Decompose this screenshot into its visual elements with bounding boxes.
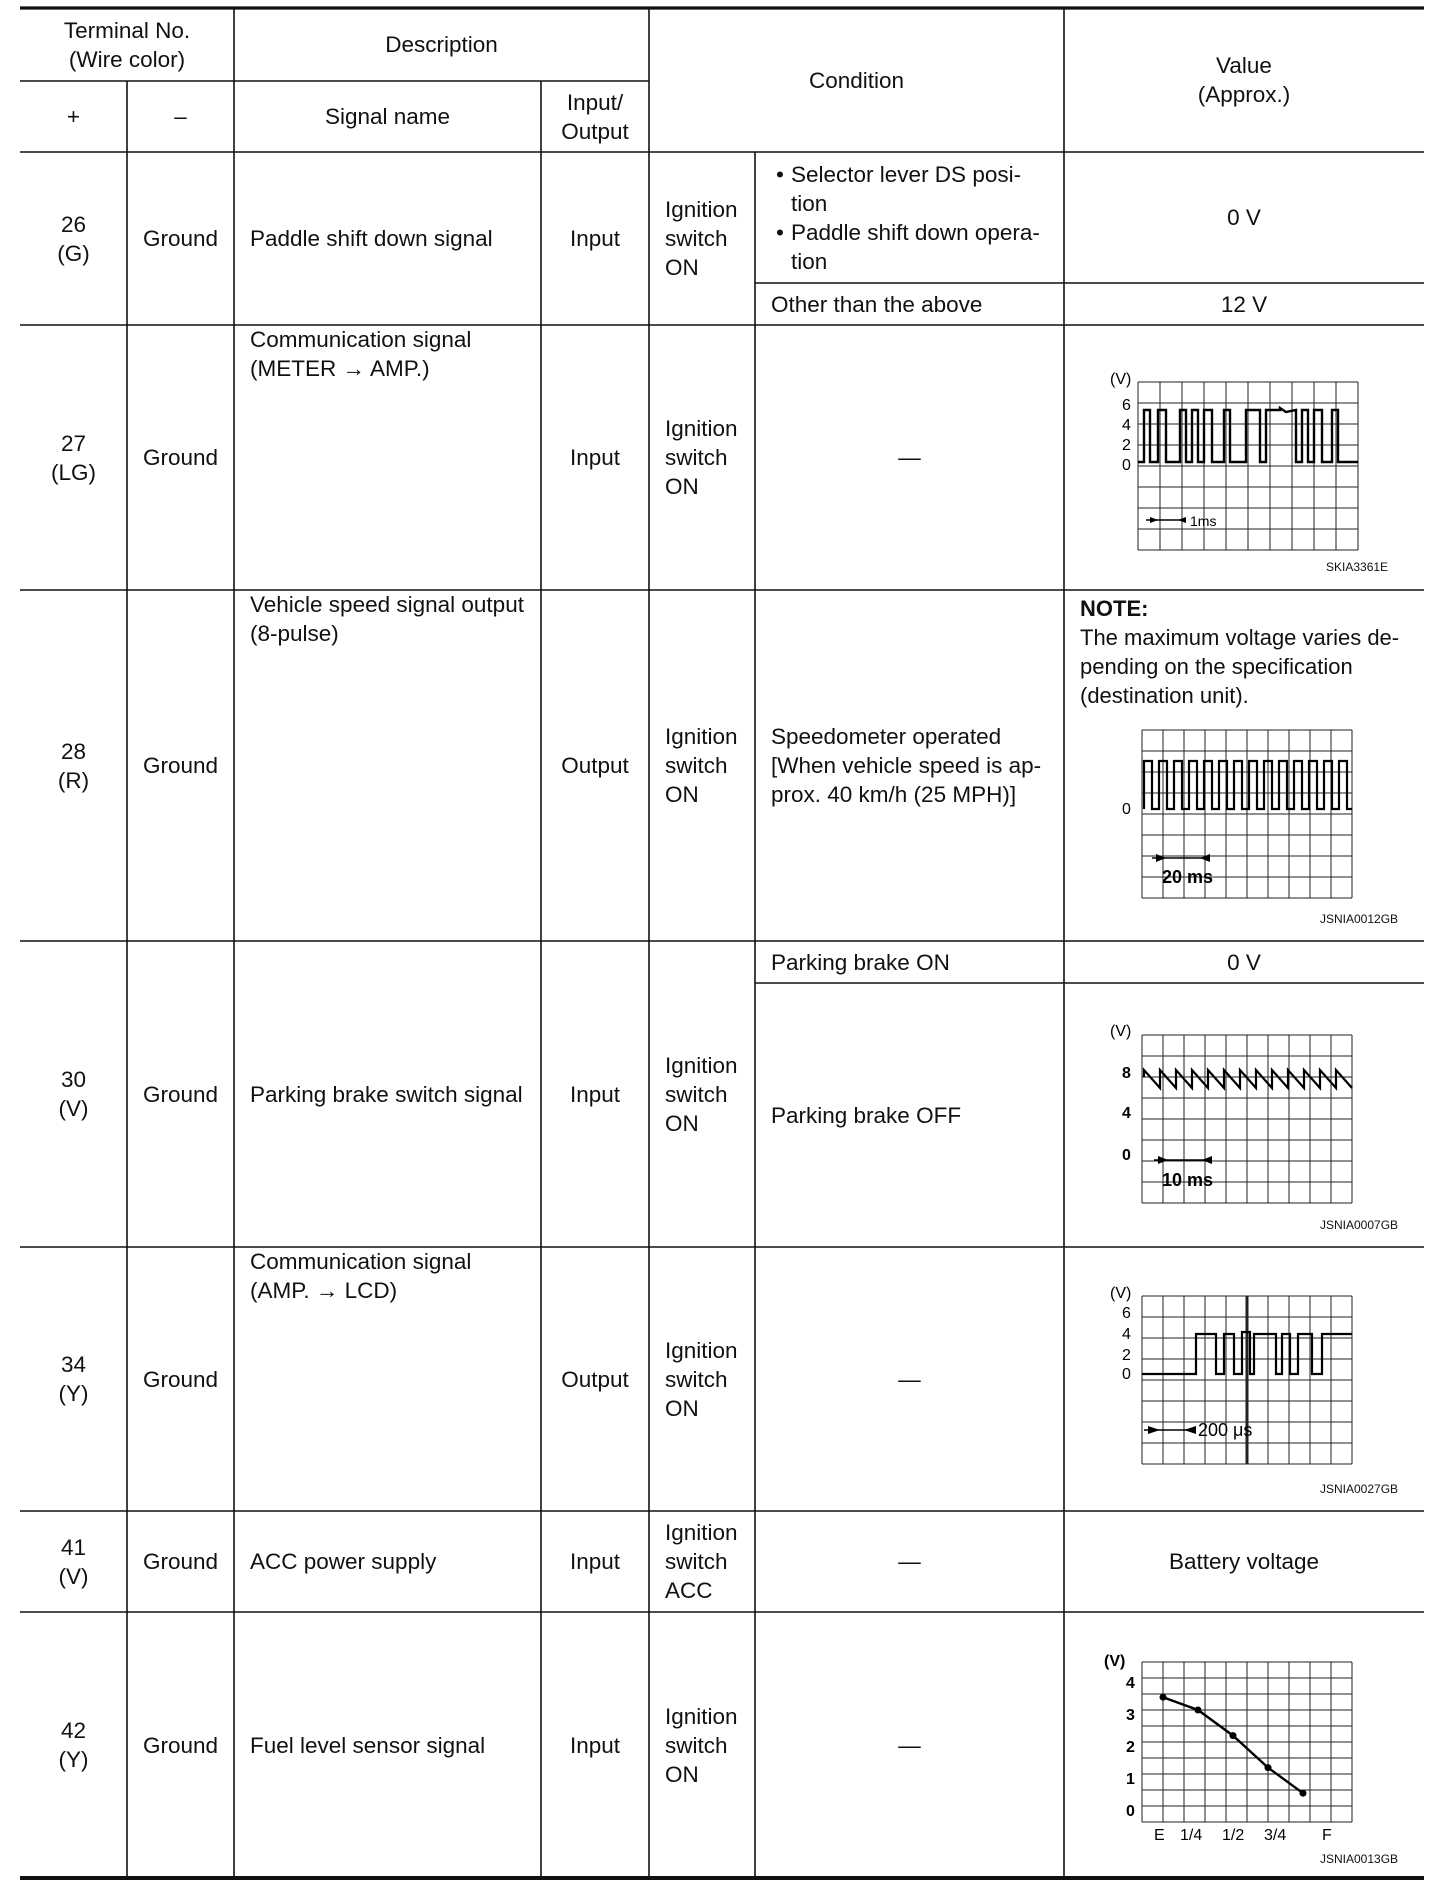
note-title: NOTE: — [1080, 596, 1149, 621]
ignition-line: ACC — [665, 1578, 713, 1603]
y-tick-label: 6 — [1122, 1305, 1131, 1322]
header-value-label-1: Value — [1216, 53, 1272, 78]
time-scale-label: 10 ms — [1162, 1170, 1214, 1190]
ignition-cell — [649, 1612, 755, 1878]
y-tick-label: 0 — [1126, 1803, 1135, 1820]
y-tick-label: 4 — [1126, 1675, 1135, 1692]
ignition-line: switch — [665, 1732, 728, 1758]
fuel-level-point — [1230, 1732, 1237, 1739]
waveform-speed-pulse — [1100, 725, 1400, 905]
signal-name: ACC power supply — [250, 1549, 437, 1574]
io-cell: Output — [561, 1366, 629, 1392]
figure-code: JSNIA0013GB — [1320, 1852, 1399, 1866]
table-row-42-terminal — [20, 1612, 127, 1878]
signal-name: Parking brake switch signal — [250, 1081, 523, 1107]
note-text: (destination unit). — [1080, 683, 1249, 708]
wire-color: (R) — [57, 767, 90, 793]
header-io — [541, 81, 649, 152]
y-tick-label: 0 — [1122, 1147, 1131, 1164]
table-row-30-terminal — [20, 941, 127, 1247]
y-tick-label: 2 — [1122, 437, 1131, 454]
y-unit-label: (V) — [1110, 1285, 1132, 1302]
header-value-label-2: (Approx.) — [1197, 82, 1291, 107]
table-row-34-terminal — [20, 1247, 127, 1511]
condition-text: prox. 40 km/h (25 MPH)] — [771, 782, 1017, 807]
value-cell: Battery voltage — [1168, 1549, 1320, 1574]
header-io-label-2: Output — [561, 118, 629, 144]
condition-cell: Other than the above — [771, 291, 983, 317]
header-io-label-1: Input/ — [566, 89, 624, 115]
x-tick-label: F — [1322, 1827, 1332, 1840]
ignition-cell — [649, 1247, 755, 1511]
ignition-line: ON — [665, 1395, 699, 1421]
fuel-level-point — [1265, 1764, 1272, 1771]
signal-name: Fuel level sensor signal — [250, 1732, 486, 1758]
table-row-27-terminal — [20, 325, 127, 590]
ignition-line: ON — [665, 255, 699, 280]
value-cell: 0 V — [1227, 949, 1261, 975]
condition-cell: Parking brake ON — [771, 949, 950, 975]
y-tick-label: 4 — [1122, 417, 1131, 434]
signal-line: (METER → AMP.) — [250, 356, 430, 381]
wire-color: (Y) — [58, 1747, 89, 1772]
ignition-line: ON — [665, 1761, 699, 1787]
y-unit-label: (V) — [1104, 1653, 1126, 1670]
terminal-number: 34 — [60, 1352, 87, 1377]
header-wire-label: (Wire color) — [68, 46, 186, 72]
y-tick-label: 6 — [1122, 397, 1131, 414]
condition-cell: Parking brake OFF — [771, 1102, 962, 1128]
y-tick-label: 0 — [1122, 457, 1131, 474]
x-tick-label: 1/4 — [1180, 1827, 1203, 1840]
ground-cell: Ground — [142, 1549, 219, 1574]
ignition-cell — [649, 152, 755, 325]
note-block — [1080, 594, 1399, 710]
y-tick-label: 1 — [1126, 1771, 1135, 1788]
fuel-level-graph — [1100, 1650, 1400, 1840]
header-minus: – — [174, 104, 187, 129]
ground-cell: Ground — [142, 1732, 219, 1758]
ground-cell: Ground — [142, 445, 219, 470]
waveform-parking-brake — [1100, 1020, 1400, 1210]
ignition-line: ON — [665, 1110, 699, 1136]
signal-name — [234, 325, 541, 590]
condition-cell: — — [898, 1366, 921, 1392]
table-row-41-terminal — [20, 1511, 127, 1612]
figure-code: JSNIA0007GB — [1320, 1218, 1399, 1232]
y-tick-label: 4 — [1122, 1326, 1131, 1343]
figure-code: SKIA3361E — [1326, 560, 1389, 574]
header-description: Description — [385, 32, 498, 57]
header-plus: + — [66, 104, 81, 129]
header-terminal-label: Terminal No. — [63, 17, 191, 43]
ground-cell: Ground — [142, 1366, 219, 1392]
ignition-line: ON — [665, 474, 699, 499]
ignition-line: Ignition — [665, 1052, 738, 1078]
y-unit-label: (V) — [1110, 371, 1132, 388]
signal-line: Vehicle speed signal output — [250, 592, 524, 617]
fuel-level-point — [1160, 1694, 1167, 1701]
value-cell: 0 V — [1227, 205, 1261, 230]
y-tick-label: 4 — [1122, 1105, 1131, 1122]
ignition-line: Ignition — [665, 724, 738, 749]
condition-text: Selector lever DS posi- — [791, 161, 1022, 187]
x-tick-label: 1/2 — [1222, 1827, 1245, 1840]
fuel-level-point — [1195, 1707, 1202, 1714]
ignition-line: switch — [665, 1081, 728, 1107]
terminal-number: 28 — [60, 738, 87, 764]
condition-text: [When vehicle speed is ap- — [771, 753, 1042, 778]
condition-cell: — — [898, 1732, 921, 1758]
io-cell: Input — [569, 1549, 621, 1574]
figure-code: JSNIA0027GB — [1320, 1482, 1399, 1496]
ground-cell: Ground — [142, 226, 219, 251]
table-row-28-terminal — [20, 590, 127, 941]
ignition-line: Ignition — [665, 416, 738, 441]
condition-text: Paddle shift down opera- — [791, 219, 1040, 245]
ignition-line: switch — [665, 1366, 728, 1392]
ignition-line: switch — [665, 753, 728, 778]
ground-cell: Ground — [142, 1081, 219, 1107]
condition-cell: — — [898, 1549, 921, 1574]
ignition-cell — [649, 325, 755, 590]
ignition-line: switch — [665, 445, 728, 470]
header-terminal — [20, 8, 234, 81]
time-scale-label: 20 ms — [1162, 867, 1214, 887]
io-cell: Input — [569, 1732, 621, 1758]
y-tick-label: 2 — [1122, 1347, 1131, 1364]
ground-cell: Ground — [142, 753, 219, 778]
wire-color: (Y) — [58, 1381, 89, 1406]
ignition-line: Ignition — [665, 1520, 738, 1545]
condition-cell: • Selector lever DS posi- tion • Paddle shift down opera- tion — [776, 161, 1040, 274]
terminal-number: 27 — [60, 430, 87, 456]
time-scale-label: 1ms — [1190, 513, 1217, 529]
y-tick-label: 2 — [1126, 1739, 1135, 1756]
y-tick-label: 0 — [1122, 1366, 1131, 1383]
signal-name — [234, 1247, 541, 1511]
waveform-amp-lcd — [1100, 1284, 1400, 1474]
io-cell: Input — [569, 1081, 621, 1107]
terminal-number: 41 — [60, 1534, 87, 1560]
condition-text: tion — [791, 190, 828, 216]
header-signal-name: Signal name — [324, 104, 451, 129]
time-scale-label: 200 μs — [1198, 1420, 1253, 1440]
ignition-cell — [649, 590, 755, 941]
y-unit-label: (V) — [1110, 1023, 1132, 1040]
signal-line: Communication signal — [250, 1249, 472, 1274]
wire-color: (LG) — [51, 459, 96, 485]
signal-name — [234, 590, 541, 941]
y-tick-label: 0 — [1122, 801, 1131, 818]
signal-name: Paddle shift down signal — [250, 226, 493, 251]
io-cell: Input — [569, 445, 621, 470]
signal-line: Communication signal — [250, 327, 472, 352]
header-condition: Condition — [808, 67, 905, 93]
ignition-line: Ignition — [665, 197, 738, 222]
ignition-line: Ignition — [665, 1703, 738, 1729]
condition-cell: — — [898, 445, 921, 470]
terminal-number: 26 — [60, 211, 87, 237]
ignition-line: ON — [665, 782, 699, 807]
figure-code: JSNIA0012GB — [1320, 912, 1399, 926]
signal-line: (AMP. → LCD) — [250, 1278, 398, 1303]
note-text: pending on the specification — [1080, 654, 1353, 679]
waveform-meter-amp — [1100, 370, 1400, 570]
wire-color: (V) — [58, 1563, 89, 1589]
value-cell: 12 V — [1220, 291, 1268, 317]
wire-color: (V) — [58, 1096, 89, 1121]
ignition-line: Ignition — [665, 1337, 738, 1363]
condition-cell — [755, 590, 1064, 941]
wire-color: (G) — [57, 240, 90, 266]
ignition-cell — [649, 1511, 755, 1612]
io-cell: Output — [561, 753, 629, 778]
ignition-cell — [649, 941, 755, 1247]
y-tick-label: 8 — [1122, 1065, 1131, 1082]
terminal-number: 30 — [60, 1067, 87, 1092]
table-row-26-terminal — [20, 152, 127, 325]
signal-line: (8-pulse) — [250, 621, 339, 646]
io-cell: Input — [569, 226, 621, 251]
x-tick-label: 3/4 — [1264, 1827, 1287, 1840]
condition-text: tion — [791, 248, 828, 274]
ignition-line: switch — [665, 1549, 728, 1574]
x-tick-label: E — [1154, 1827, 1165, 1840]
header-value — [1064, 8, 1424, 152]
ignition-line: switch — [665, 226, 728, 251]
fuel-level-point — [1300, 1790, 1307, 1797]
condition-text: Speedometer operated — [771, 724, 1002, 749]
terminal-number: 42 — [60, 1718, 87, 1743]
note-text: The maximum voltage varies de- — [1080, 625, 1400, 650]
y-tick-label: 3 — [1126, 1707, 1135, 1724]
